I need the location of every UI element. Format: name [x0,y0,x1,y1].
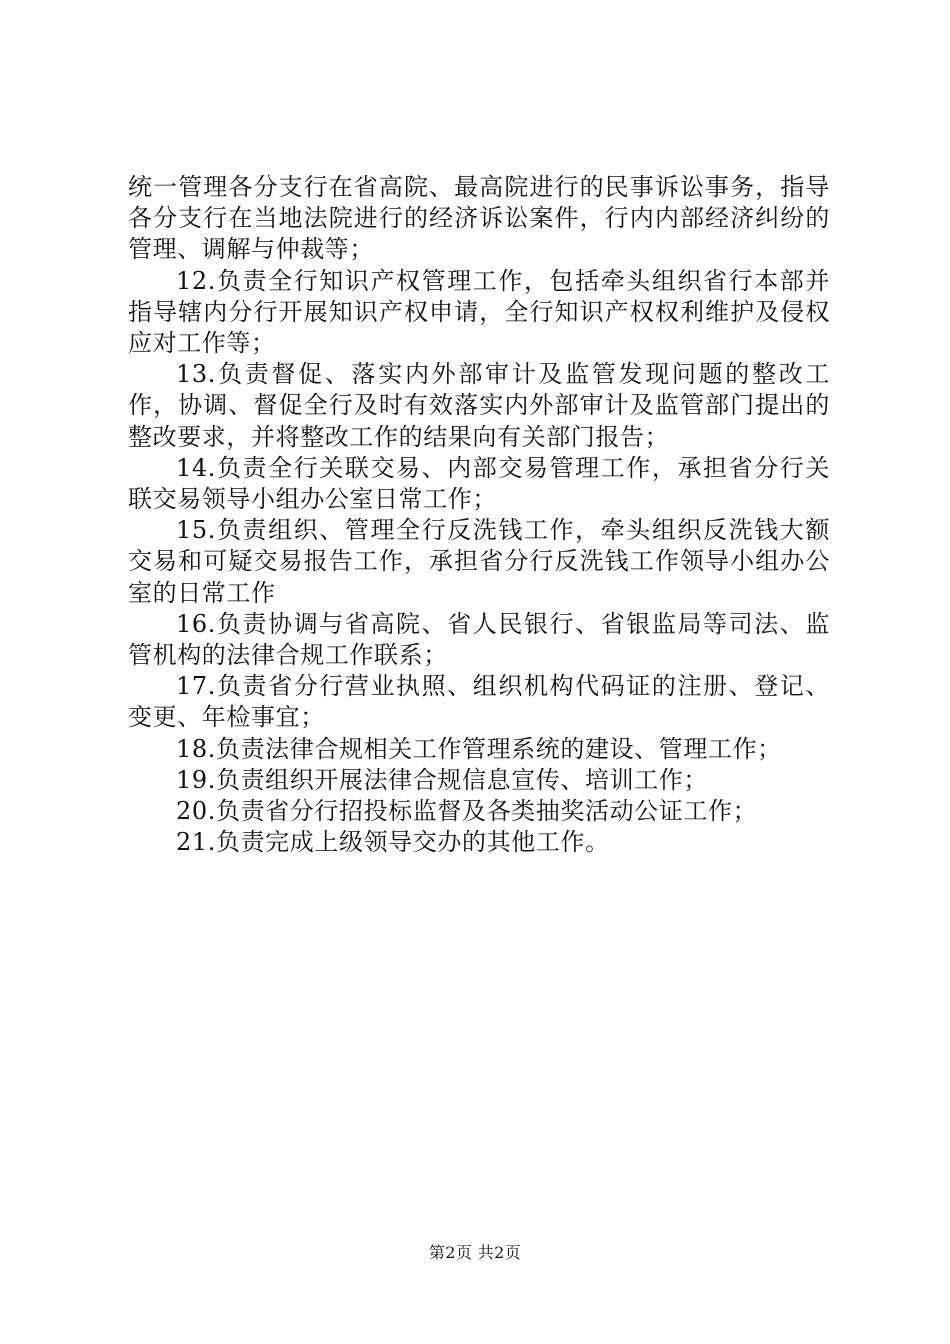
paragraph-item-15: 15.负责组织、管理全行反洗钱工作，牵头组织反洗钱大额交易和可疑交易报告工作，承担省分行反洗钱工作领导小组办公室的日常工作 [128,516,830,607]
paragraph-item-14: 14.负责全行关联交易、内部交易管理工作，承担省分行关联交易领导小组办公室日常工作； [128,453,830,514]
document-body [128,172,830,858]
paragraph-continued: 统一管理各分支行在省高院、最高院进行的民事诉讼事务，指导各分支行在当地法院进行的经济诉讼案件，行内内部经济纠纷的管理、调解与仲裁等； [128,173,830,264]
page-number-footer: 第2页 共2页 [428,1243,522,1262]
paragraph-item-20: 20.负责省分行招投标监督及各类抽奖活动公证工作； [176,797,758,826]
paragraph-item-16: 16.负责协调与省高院、省人民银行、省银监局等司法、监管机构的法律合规工作联系； [128,609,830,670]
paragraph-item-21: 21.负责完成上级领导交办的其他工作。 [176,828,610,857]
paragraph-item-19: 19.负责组织开展法律合规信息宣传、培训工作； [176,765,708,794]
paragraph-item-17: 17.负责省分行营业执照、组织机构代码证的注册、登记、变更、年检事宜； [128,672,830,732]
paragraph-item-18: 18.负责法律合规相关工作管理系统的建设、管理工作； [176,734,782,763]
paragraph-item-12: 12.负责全行知识产权管理工作，包括牵头组织省行本部并指导辖内分行开展知识产权申请，全行知识产权权利维护及侵权应对工作等； [128,266,830,358]
paragraph-item-13: 13.负责督促、落实内外部审计及监管发现问题的整改工作，协调、督促全行及时有效落实内外部审计及监管部门提出的整改要求，并将整改工作的结果向有关部门报告； [128,360,830,451]
